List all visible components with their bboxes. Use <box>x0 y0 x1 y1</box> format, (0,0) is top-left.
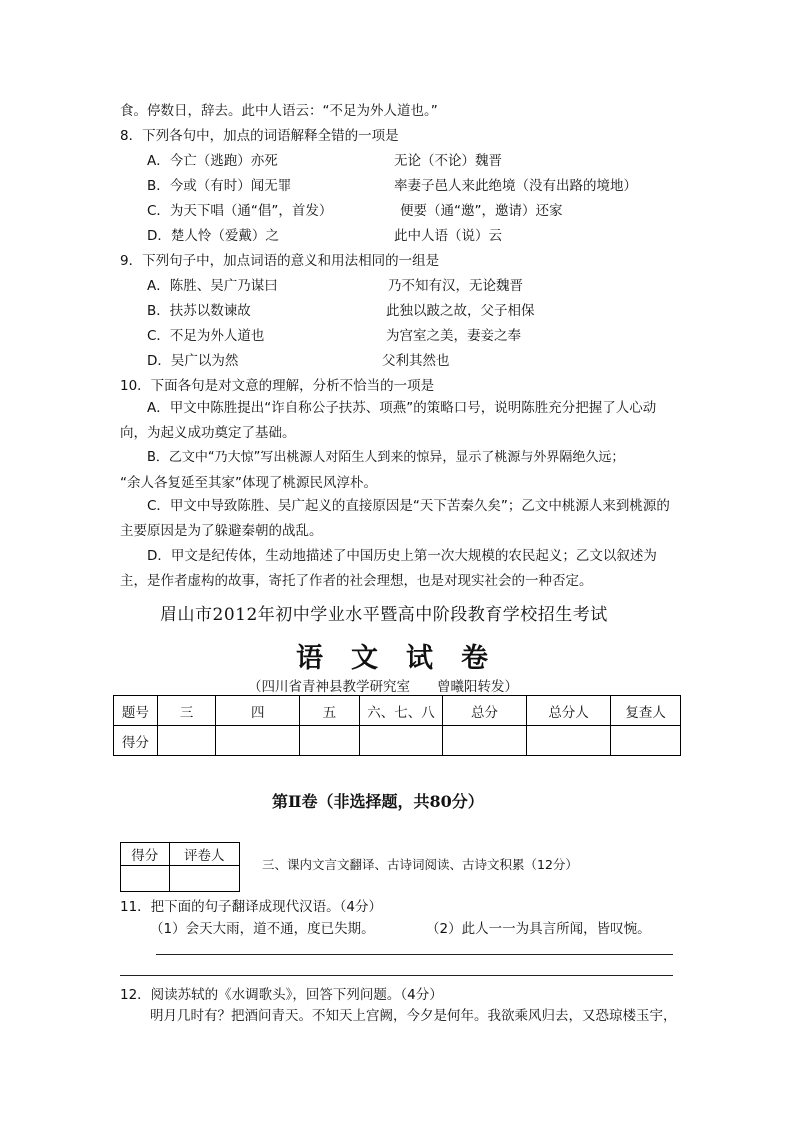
score-table-header-row <box>114 696 681 726</box>
grader-box-score-cell[interactable] <box>121 866 170 892</box>
q8-stem: 8．下列各句中，加点的词语解释全错的一项是 <box>120 128 399 144</box>
score-input-cell[interactable] <box>611 726 681 756</box>
score-header-cell: 题号 <box>114 696 158 726</box>
grader-box-grader-cell[interactable] <box>169 866 239 892</box>
q10-option-b-line1: B．乙文中“乃大惊”写出桃源人对陌生人到来的惊异，显示了桃源与外界隔绝久远； <box>147 450 625 465</box>
score-header-cell: 四 <box>216 696 300 726</box>
q9-option-c-right: 为宫室之美，妻妾之奉 <box>386 328 521 344</box>
q9-option-b-left: B．扶苏以数谏故 <box>147 303 251 319</box>
score-input-cell[interactable] <box>157 726 216 756</box>
score-row-label: 得分 <box>114 726 158 756</box>
q9-option-d-right: 父利其然也 <box>382 353 450 369</box>
grader-box-score-label: 得分 <box>121 843 170 866</box>
q8-option-c-left: C．为天下唱（通“倡”，首发） <box>147 203 333 219</box>
q9-option-a-left: A．陈胜、吴广乃谋曰 <box>147 278 278 294</box>
score-input-cell[interactable] <box>359 726 443 756</box>
grader-box <box>120 842 240 892</box>
q9-stem: 9．下列句子中，加点词语的意义和用法相同的一组是 <box>120 253 440 269</box>
exam-title: 眉山市2012年初中学业水平暨高中阶段教育学校招生考试 <box>160 605 608 625</box>
score-header-cell: 六、七、八 <box>359 696 443 726</box>
grader-box-grader-label: 评卷人 <box>169 843 239 866</box>
score-header-cell: 总分 <box>443 696 527 726</box>
q10-option-d: D．甲文是纪传体，生动地描述了中国历史上第一次大规模的农民起义；乙文以叙述为主，是作者虚构的故事，寄托了作者的社会理想，也是对现实社会的一种否定。 <box>120 548 657 589</box>
score-input-cell[interactable] <box>443 726 527 756</box>
q11-item2: （2）此人一一为具言所闻，皆叹惋。 <box>426 921 651 937</box>
q10-option-b-line2: “余人各复延至其家”体现了桃源民风淳朴。 <box>120 475 377 491</box>
q8-option-a-left: A．今亡（逃跑）亦死 <box>147 153 278 169</box>
q12-stem: 12．阅读苏轼的《水调歌头》，回答下列问题。（4分） <box>120 987 443 1003</box>
q11-stem: 11．把下面的句子翻译成现代汉语。（4分） <box>120 899 383 915</box>
score-header-cell: 复查人 <box>611 696 681 726</box>
section3-title: 三、课内文言文翻译、古诗词阅读、古诗文积累（12分） <box>262 857 578 872</box>
score-header-cell: 总分人 <box>526 696 611 726</box>
score-table <box>113 695 681 756</box>
passage-end-line: 食。停数日，辞去。此中人语云：“不足为外人道也。” <box>120 103 438 119</box>
score-input-cell[interactable] <box>300 726 360 756</box>
q8-option-d-left: D．楚人怜（爱戴）之 <box>147 228 279 244</box>
score-header-cell: 五 <box>300 696 360 726</box>
score-input-cell[interactable] <box>526 726 611 756</box>
source-note: （四川省青神县教学研究室 曾曦阳转发） <box>248 679 518 695</box>
q8-option-c-right: 便要（通“邀”，邀请）还家 <box>400 203 563 219</box>
q9-option-d-left: D．吴广以为然 <box>147 353 239 369</box>
q10-option-a: A．甲文中陈胜提出“诈自称公子扶苏、项燕”的策略口号，说明陈胜充分把握了人心动向，为起义成功奠定了基础。 <box>120 400 657 441</box>
q9-option-c-left: C．不足为外人道也 <box>147 328 265 344</box>
q9-option-b-right: 此独以跛之故，父子相保 <box>386 303 535 319</box>
score-input-cell[interactable] <box>216 726 300 756</box>
q11-item1: （1）会天大雨，道不通，度已失期。 <box>150 921 375 937</box>
q10-stem: 10．下面各句是对文意的理解，分析不恰当的一项是 <box>120 378 435 394</box>
q8-option-d-right: 此中人语（说）云 <box>394 228 502 244</box>
q11-answer-line-2[interactable] <box>120 975 673 976</box>
q8-option-b-left: B．今或（有时）闻无罪 <box>147 178 292 194</box>
q9-option-a-right: 乃不知有汉，无论魏晋 <box>388 278 523 294</box>
q12-poem-line: 明月几时有？把酒问青天。不知天上宫阙，今夕是何年。我欲乘风归去，又恐琼楼玉宇， <box>150 1008 677 1024</box>
score-table-score-row <box>114 726 681 756</box>
subject-title: 语文试卷 <box>296 643 516 674</box>
q8-option-a-right: 无论（不论）魏晋 <box>394 153 502 169</box>
score-header-cell: 三 <box>157 696 216 726</box>
q8-option-b-right: 率妻子邑人来此绝境（没有出路的境地） <box>394 178 637 194</box>
q11-answer-line-1[interactable] <box>156 954 673 955</box>
volume-title: 第Ⅱ卷（非选择题，共80分） <box>272 792 484 811</box>
q10-option-c: C．甲文中导致陈胜、吴广起义的直接原因是“天下苦秦久矣”；乙文中桃源人来到桃源的主要原因是为了躲避秦朝的战乱。 <box>120 498 670 539</box>
